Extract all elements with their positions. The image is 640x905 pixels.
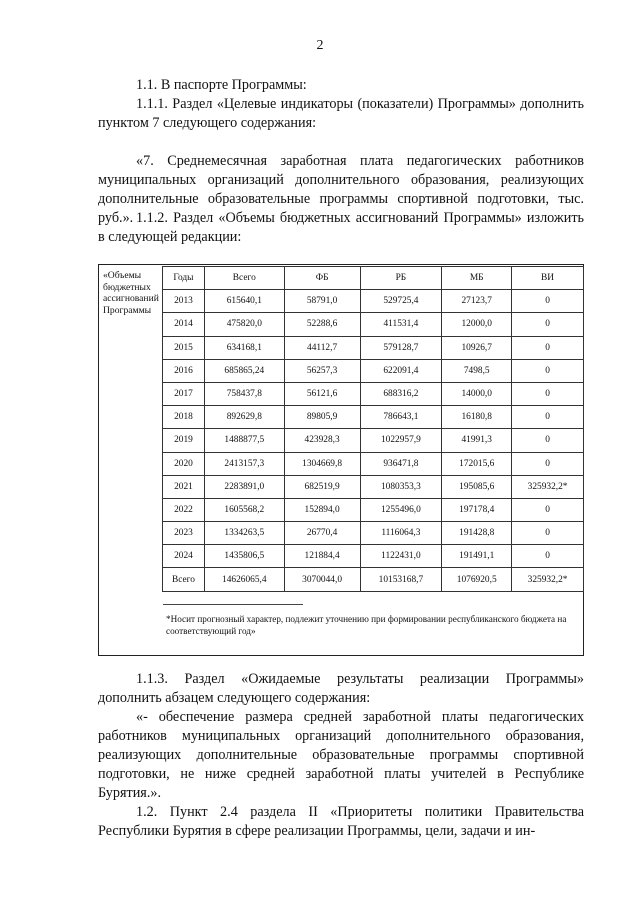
table-row <box>163 313 584 336</box>
table-row <box>163 452 584 475</box>
table-cell: 688316,2 <box>360 382 442 405</box>
table-cell: 529725,4 <box>360 290 442 313</box>
budget-row-label: «Объемы бюджетных ассигнований Программы <box>103 270 159 316</box>
table-cell: 58791,0 <box>284 290 360 313</box>
table-cell: 1022957,9 <box>360 429 442 452</box>
table-cell: 685865,24 <box>204 359 284 382</box>
table-cell: 2017 <box>163 382 205 405</box>
table-cell: 195085,6 <box>442 475 512 498</box>
table-cell: 0 <box>512 522 584 545</box>
col-header-rb: РБ <box>360 267 442 290</box>
table-cell: 0 <box>512 313 584 336</box>
table-cell: 10926,7 <box>442 336 512 359</box>
table-cell: 1122431,0 <box>360 545 442 568</box>
table-cell: 1076920,5 <box>442 568 512 591</box>
table-cell: 1255496,0 <box>360 498 442 521</box>
table-cell: 936471,8 <box>360 452 442 475</box>
table-cell: 682519,9 <box>284 475 360 498</box>
table-row <box>163 522 584 545</box>
table-cell: Всего <box>163 568 205 591</box>
table-row <box>163 498 584 521</box>
table-cell: 191491,1 <box>442 545 512 568</box>
table-cell: 1334263,5 <box>204 522 284 545</box>
table-row <box>163 568 584 591</box>
table-cell: 14626065,4 <box>204 568 284 591</box>
paragraph-1-1: 1.1. В паспорте Программы: <box>136 77 307 93</box>
col-header-vi: ВИ <box>512 267 584 290</box>
table-cell: 0 <box>512 359 584 382</box>
table-cell: 2019 <box>163 429 205 452</box>
table-cell: 758437,8 <box>204 382 284 405</box>
col-header-total: Всего <box>204 267 284 290</box>
table-cell: 10153168,7 <box>360 568 442 591</box>
table-cell: 634168,1 <box>204 336 284 359</box>
table-cell: 191428,8 <box>442 522 512 545</box>
table-cell: 56121,6 <box>284 382 360 405</box>
table-cell: 615640,1 <box>204 290 284 313</box>
col-header-fb: ФБ <box>284 267 360 290</box>
col-header-years: Годы <box>163 267 205 290</box>
table-row <box>163 359 584 382</box>
table-cell: 14000,0 <box>442 382 512 405</box>
table-cell: 2283891,0 <box>204 475 284 498</box>
paragraph-expected-result: «- обеспечение размера средней заработной платы педагогических работников муниципальных организаций дополнительного образования, реализующих дополнительные образовательные программы спортивной подготовки, не ниже средней заработной платы учителей в Республике Бурятия.». <box>98 709 584 801</box>
table-cell: 622091,4 <box>360 359 442 382</box>
table-cell: 892629,8 <box>204 406 284 429</box>
paragraph-1-1-3: 1.1.3. Раздел «Ожидаемые результаты реализации Программы» дополнить абзацем следующего содержания: <box>98 671 584 706</box>
footnote-divider <box>163 604 303 605</box>
table-cell: 411531,4 <box>360 313 442 336</box>
table-cell: 3070044,0 <box>284 568 360 591</box>
table-cell: 1488877,5 <box>204 429 284 452</box>
table-cell: 2014 <box>163 313 205 336</box>
table-cell: 1116064,3 <box>360 522 442 545</box>
table-cell: 16180,8 <box>442 406 512 429</box>
paragraph-1-1-2: 1.1.2. Раздел «Объемы бюджетных ассигнований Программы» изложить в следующей редакции: <box>98 210 584 245</box>
table-cell: 2016 <box>163 359 205 382</box>
paragraph-1-2: 1.2. Пункт 2.4 раздела II «Приоритеты политики Правительства Республики Бурятия в сфере реализации Программы, цели, задачи и ин- <box>98 804 584 839</box>
table-header-row <box>163 267 584 290</box>
table-row <box>163 382 584 405</box>
table-row <box>163 406 584 429</box>
table-row <box>163 475 584 498</box>
table-cell: 27123,7 <box>442 290 512 313</box>
table-cell: 152894,0 <box>284 498 360 521</box>
table-cell: 0 <box>512 498 584 521</box>
table-cell: 475820,0 <box>204 313 284 336</box>
paragraph-item-7: «7. Среднемесячная заработная плата педагогических работников муниципальных организаций дополнительного образования, реализующих дополнительные образовательные программы спортивной подготовки, тыс. руб.». <box>98 153 584 226</box>
table-cell: 786643,1 <box>360 406 442 429</box>
table-cell: 325932,2* <box>512 475 584 498</box>
table-cell: 197178,4 <box>442 498 512 521</box>
table-cell: 26770,4 <box>284 522 360 545</box>
table-cell: 0 <box>512 406 584 429</box>
table-cell: 44112,7 <box>284 336 360 359</box>
table-cell: 0 <box>512 336 584 359</box>
table-cell: 325932,2* <box>512 568 584 591</box>
table-cell: 0 <box>512 452 584 475</box>
table-cell: 0 <box>512 545 584 568</box>
table-cell: 2015 <box>163 336 205 359</box>
table-cell: 7498,5 <box>442 359 512 382</box>
table-cell: 0 <box>512 382 584 405</box>
table-row <box>163 290 584 313</box>
table-cell: 1080353,3 <box>360 475 442 498</box>
table-cell: 0 <box>512 429 584 452</box>
table-cell: 41991,3 <box>442 429 512 452</box>
table-footnote: *Носит прогнозный характер, подлежит уточнению при формировании республиканского бюджета на соответствующий год» <box>166 614 567 636</box>
table-cell: 2021 <box>163 475 205 498</box>
table-cell: 2413157,3 <box>204 452 284 475</box>
table-cell: 89805,9 <box>284 406 360 429</box>
table-cell: 52288,6 <box>284 313 360 336</box>
table-cell: 56257,3 <box>284 359 360 382</box>
table-cell: 579128,7 <box>360 336 442 359</box>
table-cell: 423928,3 <box>284 429 360 452</box>
table-row <box>163 336 584 359</box>
page-number: 2 <box>316 38 324 53</box>
budget-table <box>162 266 584 592</box>
table-cell: 1605568,2 <box>204 498 284 521</box>
table-cell: 12000,0 <box>442 313 512 336</box>
table-cell: 1435806,5 <box>204 545 284 568</box>
table-row <box>163 429 584 452</box>
table-cell: 121884,4 <box>284 545 360 568</box>
paragraph-1-1-1: 1.1.1. Раздел «Целевые индикаторы (показатели) Программы» дополнить пунктом 7 следующего содержания: <box>98 96 584 131</box>
table-cell: 2013 <box>163 290 205 313</box>
table-cell: 2020 <box>163 452 205 475</box>
col-header-mb: МБ <box>442 267 512 290</box>
table-cell: 2024 <box>163 545 205 568</box>
table-cell: 2022 <box>163 498 205 521</box>
table-cell: 2023 <box>163 522 205 545</box>
table-cell: 2018 <box>163 406 205 429</box>
table-cell: 1304669,8 <box>284 452 360 475</box>
table-row <box>163 545 584 568</box>
table-cell: 172015,6 <box>442 452 512 475</box>
table-cell: 0 <box>512 290 584 313</box>
